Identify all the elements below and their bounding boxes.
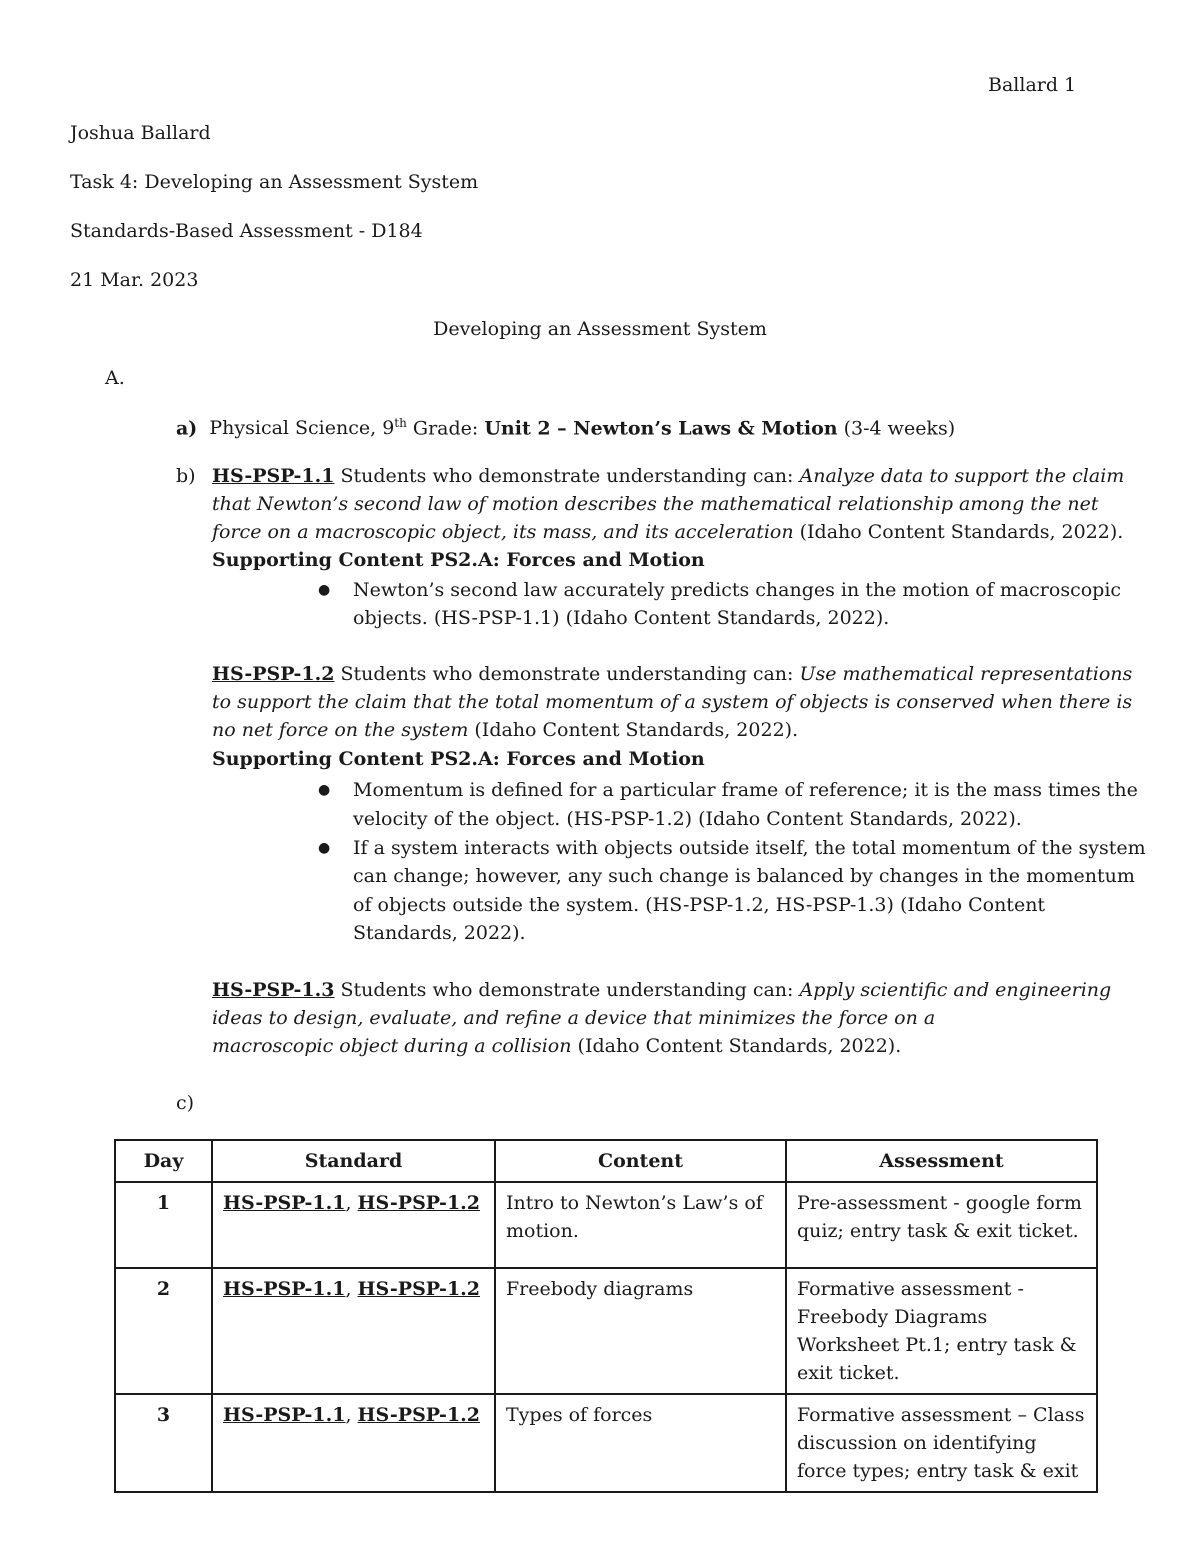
content-cell: Types of forces	[495, 1394, 786, 1492]
standard-2-bullet-1-line-1: Momentum is defined for a particular frame of reference; it is the mass times the	[353, 779, 1138, 801]
standard-2-bullet-2-line-2: can change; however, any such change is balanced by changes in the momentum	[353, 865, 1135, 887]
standard-link[interactable]: HS-PSP-1.1	[223, 1192, 346, 1214]
standard-cell	[212, 1394, 495, 1492]
standard-link[interactable]: HS-PSP-1.2	[357, 1404, 480, 1426]
lesson-plan-table	[114, 1139, 1098, 1493]
standard-separator: ,	[345, 1192, 358, 1214]
assessment-cell: Formative assessment – Class discussion on identifying force types; entry task & exit	[786, 1394, 1097, 1492]
standard-2-text-2: to support the claim that the total momentum of a system of objects is conserved when there is	[212, 691, 1133, 713]
page-number-header: Ballard 1	[988, 74, 1077, 96]
standard-1-bullet-1-line-1: Newton’s second law accurately predicts changes in the motion of macroscopic	[353, 579, 1122, 601]
item-a-unit: Unit 2 – Newton’s Laws & Motion	[484, 417, 838, 440]
standard-link[interactable]: HS-PSP-1.2	[357, 1278, 480, 1300]
standard-3-text-2: ideas to design, evaluate, and refine a device that minimizes the force on a	[212, 1007, 936, 1029]
standard-1-bullet-1-line-2: objects. (HS-PSP-1.1) (Idaho Content Standards, 2022).	[353, 607, 890, 629]
standard-1-text-2: that Newton’s second law of motion describes the mathematical relationship among the net	[212, 493, 1099, 515]
standard-cell	[212, 1268, 495, 1394]
standard-2-bullet-2-line-1: If a system interacts with objects outside itself, the total momentum of the system	[353, 837, 1146, 859]
task-title: Task 4: Developing an Assessment System	[70, 171, 479, 193]
standard-3-line-3	[212, 1035, 901, 1057]
standard-1-text-1: Analyze data to support the claim	[799, 465, 1125, 487]
standard-2-intro: Students who demonstrate understanding can:	[334, 663, 800, 685]
header-standard: Standard	[212, 1140, 495, 1182]
bullet-dot: ●	[318, 840, 331, 856]
table-row	[115, 1394, 1097, 1492]
document-date: 21 Mar. 2023	[70, 269, 199, 291]
standard-cell	[212, 1182, 495, 1268]
standard-2-line-3	[212, 719, 798, 741]
bullet-dot: ●	[318, 782, 331, 798]
item-b-marker: b)	[176, 465, 196, 487]
header-assessment: Assessment	[786, 1140, 1097, 1182]
course-name: Standards-Based Assessment - D184	[70, 220, 423, 242]
standard-link[interactable]: HS-PSP-1.1	[223, 1278, 346, 1300]
item-a-sup: th	[394, 416, 407, 430]
item-a-marker: a)	[176, 417, 198, 440]
standard-2-bullet-2-line-3: of objects outside the system. (HS-PSP-1.2, HS-PSP-1.3) (Idaho Content	[353, 894, 1046, 916]
standard-1-line-1	[212, 465, 1124, 487]
standard-1-text-3: force on a macroscopic object, its mass, and its acceleration	[212, 521, 794, 543]
standard-1-intro: Students who demonstrate understanding can:	[334, 465, 800, 487]
standard-2-code: HS-PSP-1.2	[212, 663, 335, 685]
table-header-row	[115, 1140, 1097, 1182]
standard-1-supporting: Supporting Content PS2.A: Forces and Motion	[212, 549, 705, 571]
standard-1-citation: (Idaho Content Standards, 2022).	[793, 521, 1124, 543]
document-title: Developing an Assessment System	[433, 318, 767, 340]
standard-3-citation: (Idaho Content Standards, 2022).	[571, 1035, 902, 1057]
standard-2-text-3: no net force on the system	[212, 719, 469, 741]
header-day: Day	[115, 1140, 212, 1182]
item-a-duration: (3-4 weeks)	[837, 417, 956, 440]
assessment-cell: Formative assessment - Freebody Diagrams Worksheet Pt.1; entry task & exit ticket.	[786, 1268, 1097, 1394]
bullet-dot: ●	[318, 582, 331, 598]
header-content: Content	[495, 1140, 786, 1182]
standard-separator: ,	[345, 1278, 358, 1300]
day-cell: 3	[115, 1394, 212, 1492]
standard-3-text-1: Apply scientific and engineering	[799, 979, 1112, 1001]
day-cell: 1	[115, 1182, 212, 1268]
standard-2-citation: (Idaho Content Standards, 2022).	[468, 719, 799, 741]
assessment-cell: Pre-assessment - google form quiz; entry task & exit ticket.	[786, 1182, 1097, 1268]
standard-link[interactable]: HS-PSP-1.2	[357, 1192, 480, 1214]
table-row	[115, 1182, 1097, 1268]
standard-1-line-3	[212, 521, 1123, 543]
table-row	[115, 1268, 1097, 1394]
section-label: A.	[105, 367, 125, 389]
standard-2-line-1	[212, 663, 1132, 685]
standard-separator: ,	[345, 1404, 358, 1426]
standard-3-code: HS-PSP-1.3	[212, 979, 335, 1001]
item-c-marker: c)	[176, 1092, 195, 1114]
author-name: Joshua Ballard	[70, 122, 211, 144]
standard-3-text-3: macroscopic object during a collision	[212, 1035, 572, 1057]
standard-3-line-1	[212, 979, 1111, 1001]
content-cell: Freebody diagrams	[495, 1268, 786, 1394]
standard-2-bullet-2-line-4: Standards, 2022).	[353, 922, 526, 944]
item-a	[176, 416, 955, 439]
standard-1-code: HS-PSP-1.1	[212, 465, 335, 487]
content-cell: Intro to Newton’s Law’s of motion.	[495, 1182, 786, 1268]
standard-3-intro: Students who demonstrate understanding can:	[334, 979, 800, 1001]
standard-2-supporting: Supporting Content PS2.A: Forces and Motion	[212, 748, 705, 770]
item-a-grade: Grade:	[406, 417, 485, 440]
standard-link[interactable]: HS-PSP-1.1	[223, 1404, 346, 1426]
standard-2-bullet-1-line-2: velocity of the object. (HS-PSP-1.2) (Idaho Content Standards, 2022).	[353, 808, 1022, 830]
standard-2-text-1: Use mathematical representations	[799, 663, 1133, 685]
day-cell: 2	[115, 1268, 212, 1394]
item-a-subject: Physical Science, 9	[209, 417, 395, 440]
